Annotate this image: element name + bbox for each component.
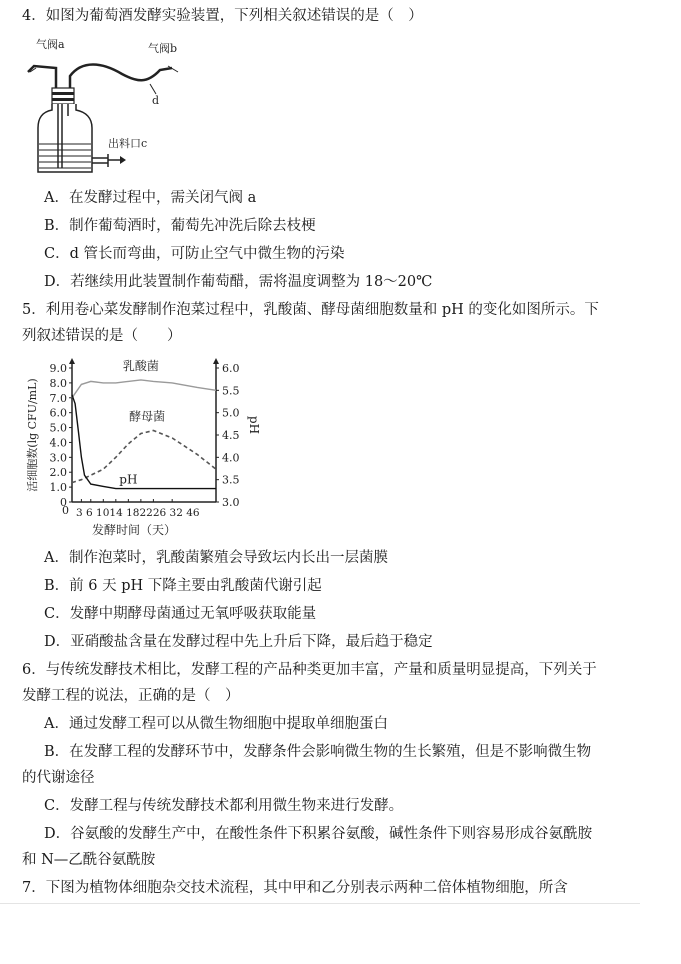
y-tick-label-right: 4.0 — [222, 451, 240, 465]
fermentation-chart — [22, 356, 262, 542]
q6-option-c: C．发酵工程与传统发酵技术都利用微生物来进行发酵。 — [44, 798, 404, 814]
series-label-0: 乳酸菌 — [122, 358, 159, 373]
y-tick-label-right: 3.0 — [222, 496, 240, 509]
y-tick-label-right: 6.0 — [222, 362, 240, 375]
q4-option-a: A．在发酵过程中，需关闭气阀 a — [44, 190, 257, 206]
q4-option-d: D．若继续用此装置制作葡萄醋，需将温度调整为 18～20℃ — [44, 274, 433, 290]
q6-option-a: A．通过发酵工程可以从微生物细胞中提取单细胞蛋白 — [44, 716, 388, 732]
y-axis-left-arrow — [69, 358, 75, 364]
q6-option-d-line1: D．谷氨酸的发酵生产中，在酸性条件下积累谷氨酸，碱性条件下则容易形成谷氨酰胺 — [44, 826, 593, 842]
q5-option-b: B．前 6 天 pH 下降主要由乳酸菌代谢引起 — [44, 578, 322, 594]
x-axis-label: 发酵时间（天） — [91, 523, 177, 537]
y-axis-label-right: pH — [247, 415, 261, 435]
q6-option-b-line1: B．在发酵工程的发酵环节中，发酵条件会影响微生物的生长繁殖，但是不影响微生物 — [44, 744, 592, 760]
x-tick-labels: 3 6 1014 182226 32 46 — [76, 507, 200, 519]
stopper — [52, 88, 74, 104]
page-divider — [0, 903, 640, 904]
series-line-0 — [72, 380, 216, 398]
label-valve-a: 气阀a — [36, 38, 65, 51]
q4-option-c: C．d 管长而弯曲，可防止空气中微生物的污染 — [44, 246, 345, 262]
q7-stem: 7．下图为植物体细胞杂交技术流程，其中甲和乙分别表示两种二倍体植物细胞，所含 — [22, 880, 568, 896]
series-label-2: pH — [119, 472, 138, 487]
y-tick-label-left: 1.0 — [49, 481, 67, 495]
q5-stem-line2: 列叙述错误的是（ ） — [22, 328, 182, 344]
y-tick-label-left: 9.0 — [49, 362, 67, 375]
q4-stem: 4．如图为葡萄酒发酵实验装置，下列相关叙述错误的是（ ） — [22, 8, 423, 24]
y-tick-label-left: 8.0 — [49, 376, 67, 390]
q6-stem-line1: 6．与传统发酵技术相比，发酵工程的产品种类更加丰富，产量和质量明显提高，下列关于 — [22, 662, 597, 678]
q6-stem-line2: 发酵工程的说法，正确的是（ ） — [22, 688, 240, 704]
label-tube-d: d — [152, 94, 160, 107]
y-tick-label-right: 4.5 — [222, 429, 240, 442]
q5-stem-line1: 5．利用卷心菜发酵制作泡菜过程中，乳酸菌、酵母菌细胞数量和 pH 的变化如图所示。下 — [22, 302, 599, 318]
outlet-c — [92, 154, 120, 167]
q4-option-b: B．制作葡萄酒时，葡萄先冲洗后除去枝梗 — [44, 218, 316, 234]
q5-option-a: A．制作泡菜时，乳酸菌繁殖会导致坛内长出一层菌膜 — [44, 550, 388, 566]
series-line-1 — [72, 431, 216, 483]
q5-option-c: C．发酵中期酵母菌通过无氧呼吸获取能量 — [44, 606, 317, 622]
y-tick-label-left: 4.0 — [49, 436, 67, 450]
q6-option-b-line2: 的代谢途径 — [22, 770, 95, 786]
y-tick-label-right: 5.5 — [222, 384, 240, 398]
y-tick-label-left: 7.0 — [49, 391, 67, 405]
y-tick-label-right: 3.5 — [222, 473, 240, 487]
series-label-1: 酵母菌 — [129, 409, 166, 424]
y-tick-label-left: 5.0 — [49, 421, 67, 435]
origin-label: 0 — [62, 504, 69, 517]
q5-option-d: D．亚硝酸盐含量在发酵过程中先上升后下降，最后趋于稳定 — [44, 634, 433, 650]
fermentation-apparatus-diagram — [22, 32, 182, 182]
label-valve-b: 气阀b — [148, 42, 178, 55]
y-tick-label-left: 0 — [60, 496, 67, 509]
y-axis-label-left: 活细胞数(lg CFU/mL) — [26, 378, 39, 492]
y-axis-right-arrow — [213, 358, 219, 364]
y-tick-label-left: 3.0 — [49, 451, 67, 465]
q6-option-d-line2: 和 N—乙酰谷氨酰胺 — [22, 852, 156, 868]
y-tick-label-left: 6.0 — [49, 406, 67, 420]
tube-d — [70, 65, 172, 93]
label-outlet-c: 出料口c — [108, 137, 148, 150]
y-tick-label-right: 5.0 — [222, 406, 240, 420]
y-tick-label-left: 2.0 — [49, 466, 67, 480]
